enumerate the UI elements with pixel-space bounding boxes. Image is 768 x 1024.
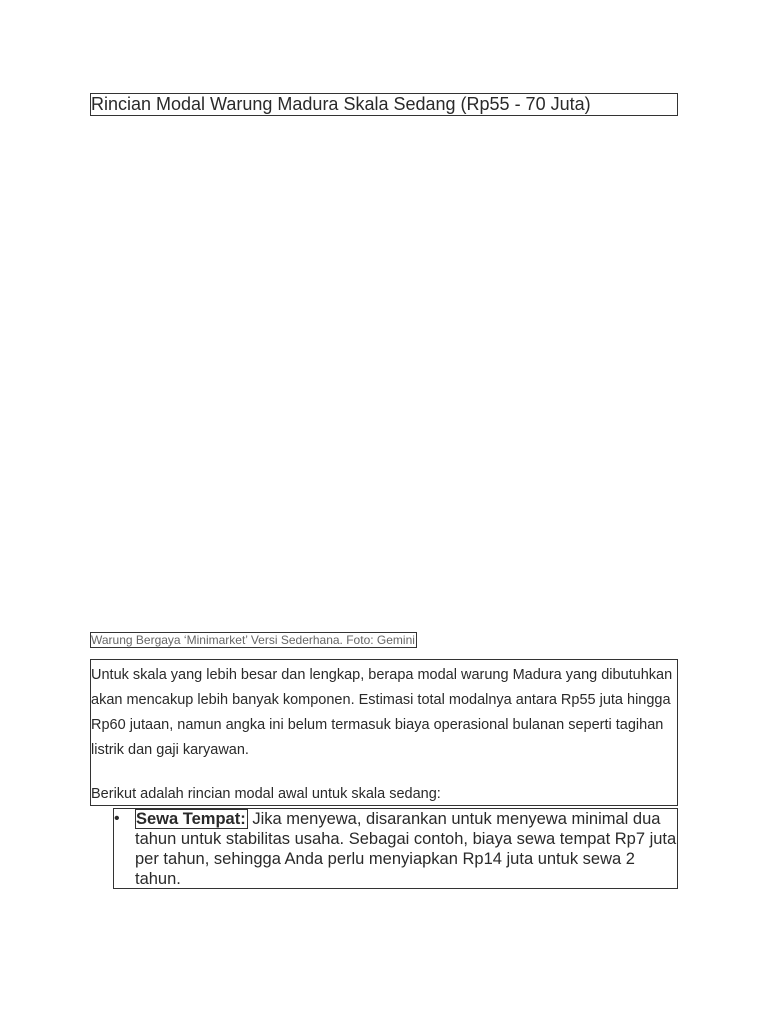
- list-item-text: Jika menyewa, disarankan untuk menyewa minimal dua tahun untuk stabilitas usaha. Sebagai contoh, biaya sewa tempat Rp7 juta per tahun, sehingga Anda perlu menyiapkan Rp14 juta untuk sewa 2 tahun.: [135, 810, 677, 888]
- article-heading: Rincian Modal Warung Madura Skala Sedang (Rp55 - 70 Juta): [90, 93, 678, 116]
- cost-list: [113, 808, 678, 889]
- list-item-term: Sewa Tempat:: [136, 810, 246, 828]
- bullet-icon: •: [114, 810, 120, 827]
- list-item: [114, 809, 677, 889]
- article-image: [90, 130, 678, 620]
- image-caption: Warung Bergaya ‘Minimarket’ Versi Sederhana. Foto: Gemini: [91, 633, 415, 647]
- list-intro-paragraph: Berikut adalah rincian modal awal untuk skala sedang:: [91, 786, 441, 802]
- intro-paragraph: Untuk skala yang lebih besar dan lengkap, berapa modal warung Madura yang dibutuhkan akan mencakup lebih banyak komponen. Estimasi total modalnya antara Rp55 juta hingga Rp60 jutaan, namun angka ini belum termasuk biaya operasional bulanan seperti tagihan listrik dan gaji karyawan.: [91, 667, 673, 758]
- article-body: [90, 659, 678, 806]
